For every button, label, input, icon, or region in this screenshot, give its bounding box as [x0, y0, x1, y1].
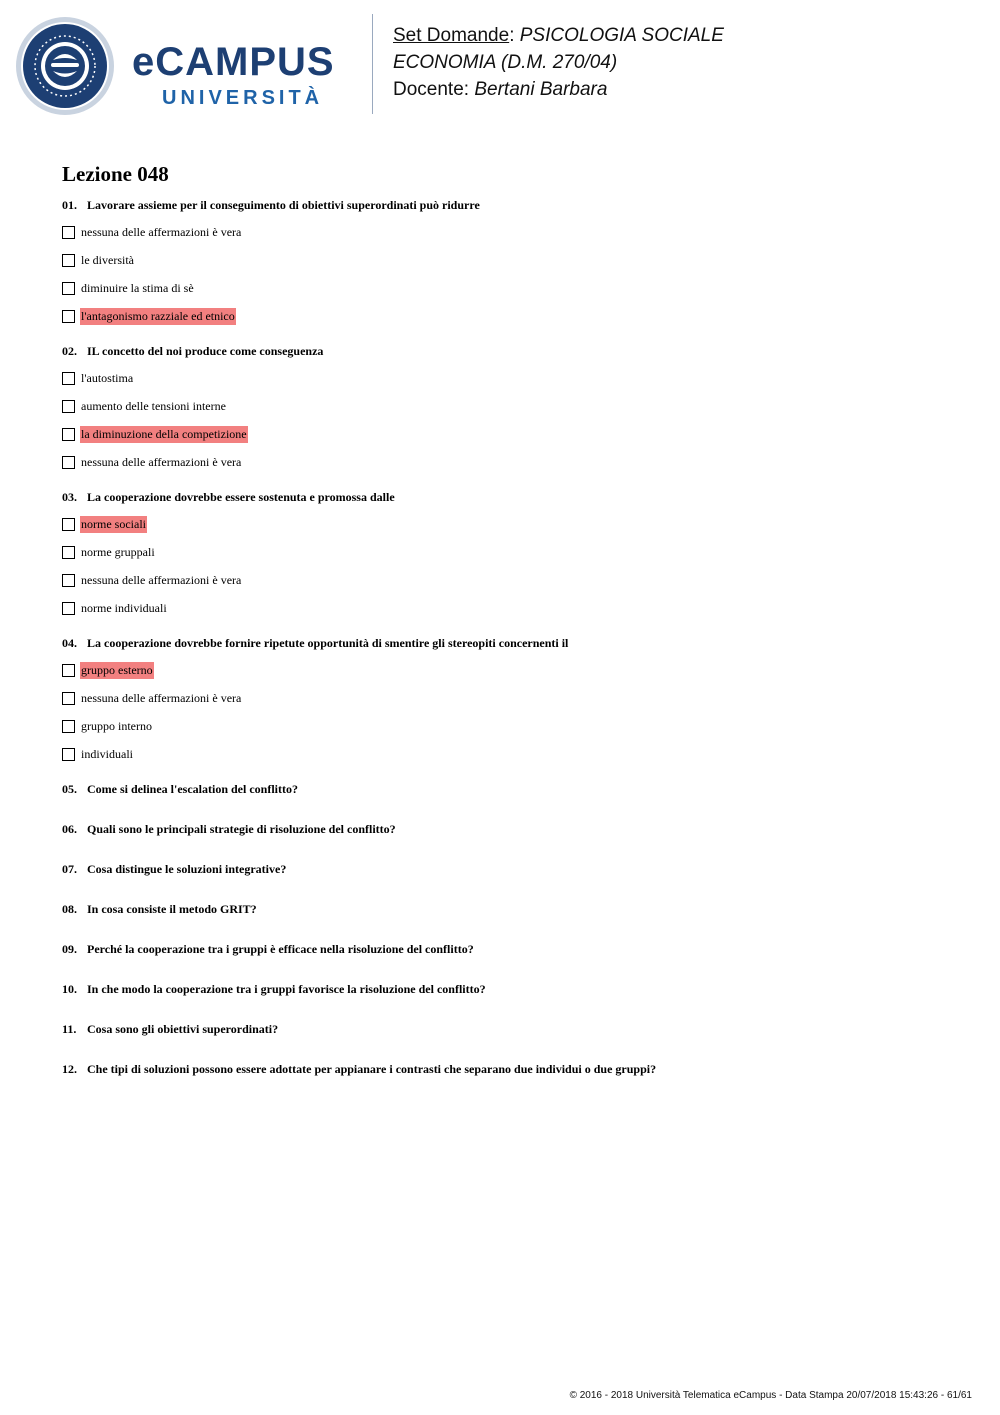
option-checkbox[interactable]	[62, 372, 75, 385]
question-number: 12.	[62, 1062, 77, 1076]
brand-name: eCAMPUS	[132, 40, 335, 84]
question-item	[62, 489, 962, 622]
question-item	[62, 635, 962, 768]
page-header	[0, 0, 1000, 130]
answer-option	[62, 566, 962, 594]
option-checkbox[interactable]	[62, 748, 75, 761]
option-list	[62, 364, 962, 476]
option-label: norme individuali	[81, 601, 167, 615]
question-text	[62, 343, 962, 360]
option-checkbox[interactable]	[62, 310, 75, 323]
option-label-highlighted: l'antagonismo razziale ed etnico	[81, 309, 235, 323]
option-label-highlighted: gruppo esterno	[81, 663, 153, 677]
question-item	[62, 1061, 962, 1101]
option-list	[62, 218, 962, 330]
option-checkbox[interactable]	[62, 428, 75, 441]
question-number: 04.	[62, 636, 77, 650]
set-value-line2: ECONOMIA (D.M. 270/04)	[393, 52, 618, 73]
page-footer: © 2016 - 2018 Università Telematica eCampus - Data Stampa 20/07/2018 15:43:26 - 61/61	[569, 1390, 972, 1401]
question-number: 02.	[62, 344, 77, 358]
question-number: 08.	[62, 902, 77, 916]
question-prompt: La cooperazione dovrebbe essere sostenuta e promossa dalle	[87, 490, 395, 504]
question-prompt: Cosa sono gli obiettivi superordinati?	[87, 1022, 279, 1036]
question-prompt: Lavorare assieme per il conseguimento di obiettivi superordinati può ridurre	[87, 198, 480, 212]
option-label: nessuna delle affermazioni è vera	[81, 455, 242, 469]
option-label: l'autostima	[81, 371, 134, 385]
option-checkbox[interactable]	[62, 456, 75, 469]
question-item	[62, 197, 962, 330]
option-list	[62, 510, 962, 622]
option-checkbox[interactable]	[62, 692, 75, 705]
question-prompt: In cosa consiste il metodo GRIT?	[87, 902, 257, 916]
question-number: 09.	[62, 942, 77, 956]
question-item	[62, 781, 962, 821]
option-list	[62, 656, 962, 768]
answer-option-correct	[62, 420, 962, 448]
option-label: nessuna delle affermazioni è vera	[81, 573, 242, 587]
docente-label: Docente	[393, 79, 464, 100]
question-text	[62, 1021, 962, 1038]
answer-option	[62, 684, 962, 712]
question-number: 07.	[62, 862, 77, 876]
question-text	[62, 489, 962, 506]
option-label: nessuna delle affermazioni è vera	[81, 691, 242, 705]
question-text	[62, 635, 962, 652]
question-text	[62, 981, 962, 998]
question-text	[62, 941, 962, 958]
option-checkbox[interactable]	[62, 282, 75, 295]
question-prompt: Quali sono le principali strategie di risoluzione del conflitto?	[87, 822, 396, 836]
option-checkbox[interactable]	[62, 574, 75, 587]
answer-option-correct	[62, 302, 962, 330]
set-label: Set Domande	[393, 25, 510, 46]
answer-option	[62, 246, 962, 274]
question-text	[62, 821, 962, 838]
answer-option	[62, 218, 962, 246]
answer-option	[62, 364, 962, 392]
option-label: norme gruppali	[81, 545, 155, 559]
brand-wordmark	[132, 40, 357, 115]
question-number: 03.	[62, 490, 77, 504]
question-item	[62, 821, 962, 861]
option-checkbox[interactable]	[62, 226, 75, 239]
set-value-line1: PSICOLOGIA SOCIALE	[519, 25, 724, 46]
option-checkbox[interactable]	[62, 602, 75, 615]
question-number: 05.	[62, 782, 77, 796]
question-text	[62, 197, 962, 214]
question-text	[62, 1061, 962, 1078]
brand-subtitle: UNIVERSITÀ	[162, 87, 324, 109]
question-item	[62, 1021, 962, 1061]
answer-option	[62, 392, 962, 420]
lesson-title: Lezione 048	[62, 162, 169, 186]
question-number: 06.	[62, 822, 77, 836]
question-prompt: Cosa distingue le soluzioni integrative?	[87, 862, 287, 876]
question-prompt: La cooperazione dovrebbe fornire ripetute opportunità di smentire gli stereopiti concernenti il	[87, 636, 569, 650]
question-prompt: Che tipi di soluzioni possono essere adottate per appianare i contrasti che separano due individui o due gruppi?	[87, 1062, 657, 1076]
option-label: diminuire la stima di sè	[81, 281, 194, 295]
question-text	[62, 861, 962, 878]
option-checkbox[interactable]	[62, 518, 75, 531]
question-prompt: Perché la cooperazione tra i gruppi è efficace nella risoluzione del conflitto?	[87, 942, 474, 956]
header-info: Set Domande: PSICOLOGIA SOCIALE ECONOMIA (D.M. 270/04) Docente: Bertani Barbara	[393, 25, 724, 100]
question-number: 01.	[62, 198, 77, 212]
answer-option	[62, 740, 962, 768]
option-label: gruppo interno	[81, 719, 152, 733]
docente-value: Bertani Barbara	[474, 79, 608, 100]
option-label-highlighted: norme sociali	[81, 517, 146, 531]
option-checkbox[interactable]	[62, 720, 75, 733]
question-prompt: Come si delinea l'escalation del conflitto?	[87, 782, 298, 796]
question-item	[62, 343, 962, 476]
option-label: nessuna delle affermazioni è vera	[81, 225, 242, 239]
question-number: 11.	[62, 1022, 77, 1036]
answer-option	[62, 274, 962, 302]
question-text	[62, 901, 962, 918]
answer-option-correct	[62, 510, 962, 538]
answer-option-correct	[62, 656, 962, 684]
question-number: 10.	[62, 982, 77, 996]
option-checkbox[interactable]	[62, 664, 75, 677]
option-label: individuali	[81, 747, 133, 761]
header-divider	[372, 14, 373, 114]
answer-option	[62, 712, 962, 740]
option-label: aumento delle tensioni interne	[81, 399, 226, 413]
question-prompt: IL concetto del noi produce come conseguenza	[87, 344, 324, 358]
option-checkbox[interactable]	[62, 400, 75, 413]
option-label: le diversità	[81, 253, 134, 267]
question-item	[62, 861, 962, 901]
question-text	[62, 781, 962, 798]
question-prompt: In che modo la cooperazione tra i gruppi favorisce la risoluzione del conflitto?	[87, 982, 486, 996]
question-item	[62, 981, 962, 1021]
answer-option	[62, 594, 962, 622]
answer-option	[62, 448, 962, 476]
answer-option	[62, 538, 962, 566]
question-list	[62, 197, 962, 1101]
question-item	[62, 941, 962, 981]
option-checkbox[interactable]	[62, 254, 75, 267]
university-seal-icon	[15, 16, 115, 116]
option-label-highlighted: la diminuzione della competizione	[81, 427, 247, 441]
question-item	[62, 901, 962, 941]
option-checkbox[interactable]	[62, 546, 75, 559]
